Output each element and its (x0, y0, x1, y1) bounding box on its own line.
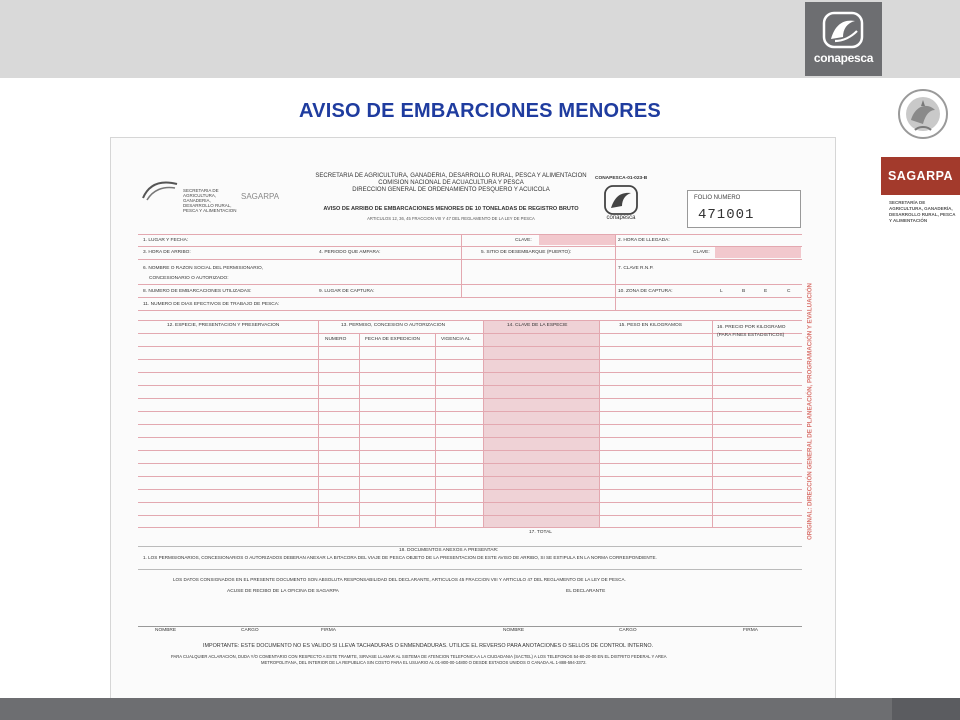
table-row-line (138, 489, 802, 490)
field-lugar-fecha[interactable]: 1. LUGAR Y FECHA: (143, 238, 189, 243)
field-sitio-desembarque[interactable]: 5. SITIO DE DESEMBARQUE (PUERTO): (481, 250, 572, 255)
form-document (110, 137, 836, 699)
sig-firma-2: FIRMA (743, 628, 758, 633)
field-hora-arribo[interactable]: 3. HORA DE ARRIBO: (143, 250, 191, 255)
doc-secretaria: SECRETARIA DE AGRICULTURA, GANADERIA, DESARROLLO RURAL, PESCA Y ALIMENTACION (315, 173, 587, 179)
doc-logo-brand: SAGARPA (241, 192, 280, 201)
bottom-bar (0, 698, 960, 720)
field-periodo[interactable]: 4. PERIODO QUE AMPARA: (319, 250, 381, 255)
clave-cell (715, 247, 801, 258)
section-line (138, 546, 802, 547)
folio-label: FOLIO NUMERO (694, 195, 741, 201)
table-divider (359, 333, 360, 527)
sig-nombre-2: NOMBRE (503, 628, 525, 633)
field-num-embarcaciones[interactable]: 8. NUMERO DE EMBARCACIONES UTILIZADAS: (143, 289, 252, 294)
field-nombre-permisionario[interactable]: 6. NOMBRE O RAZON SOCIAL DEL PERMISIONARIO, (143, 266, 264, 271)
table-row-line (138, 333, 802, 334)
table-row-line (138, 515, 802, 516)
bottom-bar-block (892, 698, 960, 720)
doc-direccion: DIRECCION GENERAL DE ORDENAMIENTO PESQUERO Y ACUICOLA (352, 187, 550, 193)
sig-cargo-2: CARGO (619, 628, 637, 633)
field-concesionario: CONCESIONARIO O AUTORIZADO: (149, 276, 229, 281)
zone-option-l[interactable]: L (720, 289, 723, 294)
field-row-line (138, 310, 802, 311)
sig-nombre-1: NOMBRE (155, 628, 177, 633)
footer-line-1: PARA CUALQUIER ACLARACION, DUDA Y/O COMENTARIO CON RESPECTO A ESTE TRAMITE, SIRVASE LLAMAR AL SISTEMA DE ATENCION TELEFONICA A LA CIUDADANIA (SACTEL) A LOS TELEFONOS 54-80-20-00 EN EL DISTRITO FEDERAL Y AREA (171, 654, 667, 659)
field-divider (461, 234, 462, 297)
total-label: 17. TOTAL (529, 530, 552, 535)
field-clave-1[interactable]: CLAVE: (515, 238, 532, 243)
conapesca-logo (805, 2, 882, 76)
table-divider (483, 320, 484, 527)
table-divider (318, 320, 319, 527)
table-row-line (138, 450, 802, 451)
table-row-line (138, 372, 802, 373)
sig-cargo-1: CARGO (241, 628, 259, 633)
folio-number: 471001 (698, 207, 755, 223)
col-permiso: 13. PERMISO, CONCESION O AUTORIZACION (341, 323, 446, 328)
field-divider (615, 234, 616, 310)
field-clave-2[interactable]: CLAVE: (693, 250, 710, 255)
conapesca-logo-icon (821, 11, 865, 49)
col-precio-note: (PARA FINES ESTADISTICOS) (717, 333, 785, 338)
conapesca-doc-logo-icon (603, 184, 639, 220)
documentos-anexos: 18. DOCUMENTOS ANEXOS A PRESENTAR: (399, 548, 499, 553)
col-vigencia: VIGENCIA AL (441, 337, 471, 342)
doc-form-subtitle: ARTICULOS 12, 36, 45 FRACCION VIII Y 47 DEL REGLAMENTO DE LA LEY DE PESCA (367, 216, 535, 221)
field-clave-rnp[interactable]: 7. CLAVE R.N.P. (618, 266, 654, 271)
folio-box (687, 190, 801, 228)
field-hora-llegada[interactable]: 2. HORA DE LLEGADA: (618, 238, 670, 243)
col-especie: 12. ESPECIE, PRESENTACION Y PRESERVACION (167, 323, 280, 328)
form-code: CONAPESCA-01-023-B (595, 176, 648, 181)
important-note: IMPORTANTE: ESTE DOCUMENTO NO ES VALIDO SI LLEVA TACHADURAS O ENMENDADURAS. UTILICE EL REVERSO PARA ANOTACIONES O SELLOS DE CONTROL INTERNO. (203, 643, 654, 649)
field-zona-captura[interactable]: 10. ZONA DE CAPTURA: (618, 289, 673, 294)
col-clave-especie: 14. CLAVE DE LA ESPECIE (507, 323, 568, 328)
field-row-line (138, 284, 802, 285)
table-divider (599, 320, 600, 527)
table-row-line (138, 463, 802, 464)
field-dias-trabajo[interactable]: 11. NUMERO DE DIAS EFECTIVOS DE TRABAJO DE PESCA: (143, 302, 280, 307)
table-row-line (138, 385, 802, 386)
table-row-line (138, 437, 802, 438)
section-line (138, 569, 802, 570)
sagarpa-subtext: SECRETARÍA DE AGRICULTURA, GANADERÍA, DESARROLLO RURAL, PESCA Y ALIMENTACIÓN (889, 200, 956, 223)
table-row-line (138, 398, 802, 399)
col-peso: 15. PESO EN KILOGRAMOS (619, 323, 682, 328)
clave-cell (539, 235, 615, 245)
doc-comision: COMISION NACIONAL DE ACUACULTURA Y PESCA (378, 180, 524, 186)
sagarpa-logo: SAGARPA (881, 157, 960, 195)
field-row-line (138, 246, 802, 247)
note-bitacora: 1. LOS PERMISIONARIOS, CONCESIONARIOS O AUTORIZADOS DEBERAN ANEXAR LA BITACORA DEL VIAJE DE PESCA OBJETO DE LA PRESENTACION DE ESTE AVISO DE ARRIBO, SI SE ESTIPULA EN LA NORMA CORRESPONDIENTE. (143, 555, 657, 560)
responsibility-note: LOS DATOS CONSIGNADOS EN EL PRESENTE DOCUMENTO SON ABSOLUTA RESPONSABILIDAD DEL DECLARANTE, ARTICULOS 45 FRACCION VIII Y ARTICULO 47 DEL REGLAMENTO DE LA LEY DE PESCA. (173, 577, 626, 582)
footer-line-2: METROPOLITANA, DEL INTERIOR DE LA REPUBLICA SIN COSTO PARA EL USUARIO AL 01-800-00-14800 O DESDE ESTADOS UNIDOS O CANADA AL 1-888-594-3372. (261, 660, 587, 665)
svg-text:conapesca: conapesca (606, 215, 636, 220)
field-row-line (138, 259, 802, 260)
table-row-line (138, 424, 802, 425)
doc-logo-text: SECRETARIA DE AGRICULTURA, GANADERIA, DESARROLLO RURAL, PESCA Y ALIMENTACION (183, 188, 237, 213)
table-row-line (138, 320, 802, 321)
sig-firma-1: FIRMA (321, 628, 336, 633)
table-row-line (138, 411, 802, 412)
field-row-line (138, 297, 802, 298)
table-divider (435, 333, 436, 527)
field-lugar-captura[interactable]: 9. LUGAR DE CAPTURA: (319, 289, 375, 294)
zone-option-e[interactable]: E (764, 289, 768, 294)
table-row-line (138, 502, 802, 503)
declarante-label: EL DECLARANTE (566, 589, 606, 594)
zone-option-b[interactable]: B (742, 289, 746, 294)
side-text: ORIGINAL: DIRECCIÓN GENERAL DE PLANEACIÓN, PROGRAMACIÓN Y EVALUACIÓN (806, 282, 814, 541)
table-row-line (138, 359, 802, 360)
acuse-label: ACUSE DE RECIBO DE LA OFICINA DE SAGARPA (227, 589, 339, 594)
col-fecha-expedicion: FECHA DE EXPEDICION (365, 337, 420, 342)
doc-form-title: AVISO DE ARRIBO DE EMBARCACIONES MENORES DE 10 TONELADAS DE REGISTRO BRUTO (323, 206, 579, 212)
table-row-line (138, 346, 802, 347)
side-vertical-note (797, 258, 823, 588)
sagarpa-doc-logo-icon (141, 178, 181, 202)
signature-line (138, 626, 802, 627)
page-title: AVISO DE EMBARCIONES MENORES (299, 100, 661, 122)
col-precio: 16. PRECIO POR KILOGRAMO (717, 325, 786, 330)
table-row-line (138, 527, 802, 528)
field-row-line (138, 234, 802, 235)
zone-option-c[interactable]: C (787, 289, 791, 294)
table-row-line (138, 476, 802, 477)
conapesca-brand-text: conapesca (813, 51, 874, 65)
table-divider (712, 320, 713, 527)
col-numero: NUMERO (325, 337, 347, 342)
